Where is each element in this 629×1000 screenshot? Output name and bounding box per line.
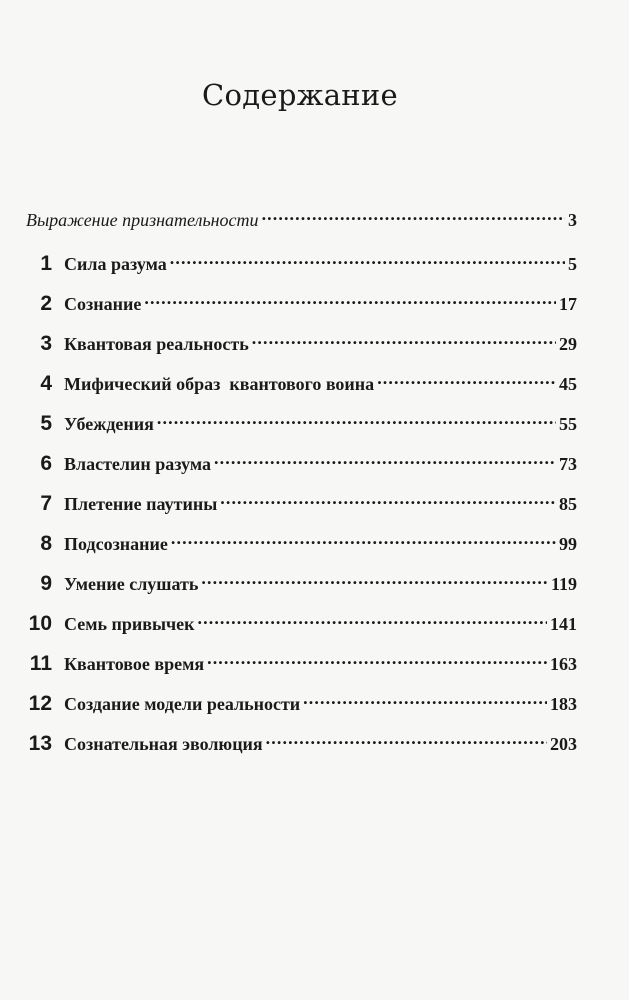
toc-entry-page: 3: [568, 210, 577, 230]
chapter-number: 8: [40, 532, 52, 555]
chapter-number: 4: [40, 372, 52, 395]
chapter-title: Подсознание: [64, 534, 168, 554]
chapter-page: 99: [559, 534, 577, 554]
chapter-number: 3: [40, 332, 52, 355]
dot-leader: [157, 412, 556, 430]
dot-leader: [214, 452, 556, 470]
dot-leader: [144, 292, 556, 310]
chapter-page: 17: [559, 294, 577, 314]
chapter-page: 163: [550, 654, 577, 674]
toc-entry-chapter-9: [0, 572, 577, 596]
chapter-title: Властелин разума: [64, 454, 212, 474]
chapter-page: 141: [550, 614, 577, 634]
chapter-number: 7: [40, 492, 52, 515]
chapter-number: 5: [40, 412, 52, 435]
chapter-number: 10: [28, 612, 52, 635]
toc-entry-chapter-5: [0, 412, 577, 436]
toc-entry-title: Выражение признательности: [26, 210, 259, 230]
toc-entry-chapter-7: [0, 492, 577, 516]
chapter-page: 85: [559, 494, 577, 514]
chapter-page: 183: [550, 694, 577, 714]
chapter-number: 2: [40, 292, 52, 315]
toc-entry-chapter-11: [0, 652, 577, 676]
toc-entry-chapter-2: [0, 292, 577, 316]
dot-leader: [262, 208, 565, 226]
dot-leader: [266, 732, 547, 750]
chapter-number: 13: [28, 732, 52, 755]
chapter-page: 55: [559, 414, 577, 434]
toc-entry-chapter-1: [0, 252, 577, 276]
chapter-title: Квантовая реальность: [64, 334, 249, 354]
dot-leader: [198, 612, 547, 630]
chapter-page: 5: [568, 254, 577, 274]
dot-leader: [377, 372, 556, 390]
chapter-title: Квантовое время: [64, 654, 205, 674]
toc-entry-chapter-3: [0, 332, 577, 356]
toc-entry-chapter-4: [0, 372, 577, 396]
toc-entry-chapter-10: [0, 612, 577, 636]
chapter-title: Сила разума: [64, 254, 167, 274]
dot-leader: [170, 252, 565, 270]
dot-leader: [303, 692, 547, 710]
chapter-title: Сознание: [64, 294, 142, 314]
page-title: Содержание: [201, 78, 399, 112]
dot-leader: [171, 532, 556, 550]
chapter-number: 1: [40, 252, 52, 275]
chapter-page: 203: [550, 734, 577, 754]
toc-entry-chapter-8: [0, 532, 577, 556]
chapter-title: Плетение паутины: [64, 494, 218, 514]
chapter-page: 119: [550, 574, 577, 594]
toc-entry-acknowledgement: [26, 208, 577, 231]
chapter-title: Умение слушать: [64, 574, 199, 594]
dot-leader: [201, 572, 548, 590]
chapter-number: 6: [40, 452, 52, 475]
toc-entry-chapter-12: [0, 692, 577, 716]
chapter-number: 12: [28, 692, 52, 715]
dot-leader: [220, 492, 556, 510]
chapter-page: 29: [559, 334, 577, 354]
chapter-number: 11: [29, 652, 52, 675]
chapter-title: Мифический образ квантового воина: [64, 374, 375, 394]
dot-leader: [207, 652, 547, 670]
toc-entry-chapter-13: [0, 732, 577, 756]
chapter-number: 9: [40, 572, 52, 595]
dot-leader: [252, 332, 556, 350]
chapter-page: 73: [559, 454, 577, 474]
chapter-title: Убеждения: [64, 414, 154, 434]
chapter-title: Семь привычек: [64, 614, 195, 634]
chapter-title: Сознательная эволюция: [64, 734, 263, 754]
chapter-page: 45: [559, 374, 577, 394]
toc-entry-chapter-6: [0, 452, 577, 476]
chapter-title: Создание модели реальности: [64, 694, 301, 714]
